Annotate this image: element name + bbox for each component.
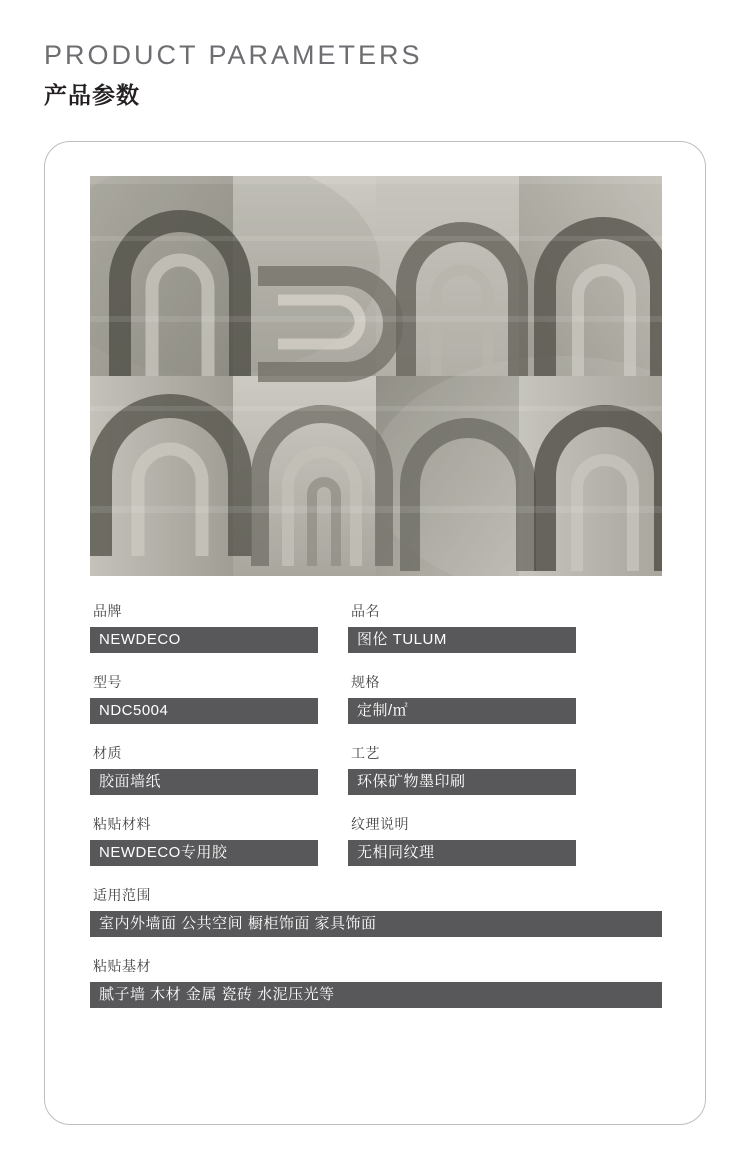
spec-row bbox=[90, 815, 662, 866]
spec-row bbox=[90, 886, 662, 937]
spec-label: 品牌 bbox=[93, 603, 122, 619]
spec-item-craft bbox=[348, 744, 576, 795]
spec-row bbox=[90, 602, 662, 653]
spec-value: 腻子墙 木材 金属 瓷砖 水泥压光等 bbox=[90, 982, 662, 1008]
spec-value: 定制/㎡ bbox=[348, 698, 576, 724]
spec-value: 环保矿物墨印刷 bbox=[348, 769, 576, 795]
spec-label: 粘贴基材 bbox=[93, 958, 151, 974]
spec-label: 品名 bbox=[351, 603, 380, 619]
spec-label: 粘贴材料 bbox=[93, 816, 151, 832]
spec-value: 无相同纹理 bbox=[348, 840, 576, 866]
page-title-en: PRODUCT PARAMETERS bbox=[44, 40, 423, 70]
spec-label: 材质 bbox=[93, 745, 122, 761]
spec-item-product-name bbox=[348, 602, 576, 653]
spec-value: NDC5004 bbox=[90, 698, 318, 724]
spec-value: 胶面墙纸 bbox=[90, 769, 318, 795]
spec-item-adhesive bbox=[90, 815, 318, 866]
spec-label: 规格 bbox=[351, 674, 380, 690]
spec-item-model bbox=[90, 673, 318, 724]
spec-item-texture-note bbox=[348, 815, 576, 866]
product-card bbox=[44, 141, 706, 1125]
spec-item-application-scope bbox=[90, 886, 662, 937]
spec-value: 图伦 TULUM bbox=[348, 627, 576, 653]
spec-value: 室内外墙面 公共空间 橱柜饰面 家具饰面 bbox=[90, 911, 662, 937]
page-title-cn: 产品参数 bbox=[44, 82, 140, 108]
spec-label: 纹理说明 bbox=[351, 816, 409, 832]
spec-item-specification bbox=[348, 673, 576, 724]
spec-value: NEWDECO专用胶 bbox=[90, 840, 318, 866]
spec-item-substrate bbox=[90, 957, 662, 1008]
spec-row bbox=[90, 673, 662, 724]
spec-value: NEWDECO bbox=[90, 627, 318, 653]
spec-label: 型号 bbox=[93, 674, 122, 690]
spec-label: 适用范围 bbox=[93, 887, 151, 903]
page-header bbox=[44, 38, 644, 110]
spec-row bbox=[90, 957, 662, 1008]
spec-list bbox=[90, 602, 662, 1028]
spec-label: 工艺 bbox=[351, 745, 380, 761]
spec-row bbox=[90, 744, 662, 795]
spec-item-brand bbox=[90, 602, 318, 653]
product-image bbox=[90, 176, 662, 576]
spec-item-material bbox=[90, 744, 318, 795]
